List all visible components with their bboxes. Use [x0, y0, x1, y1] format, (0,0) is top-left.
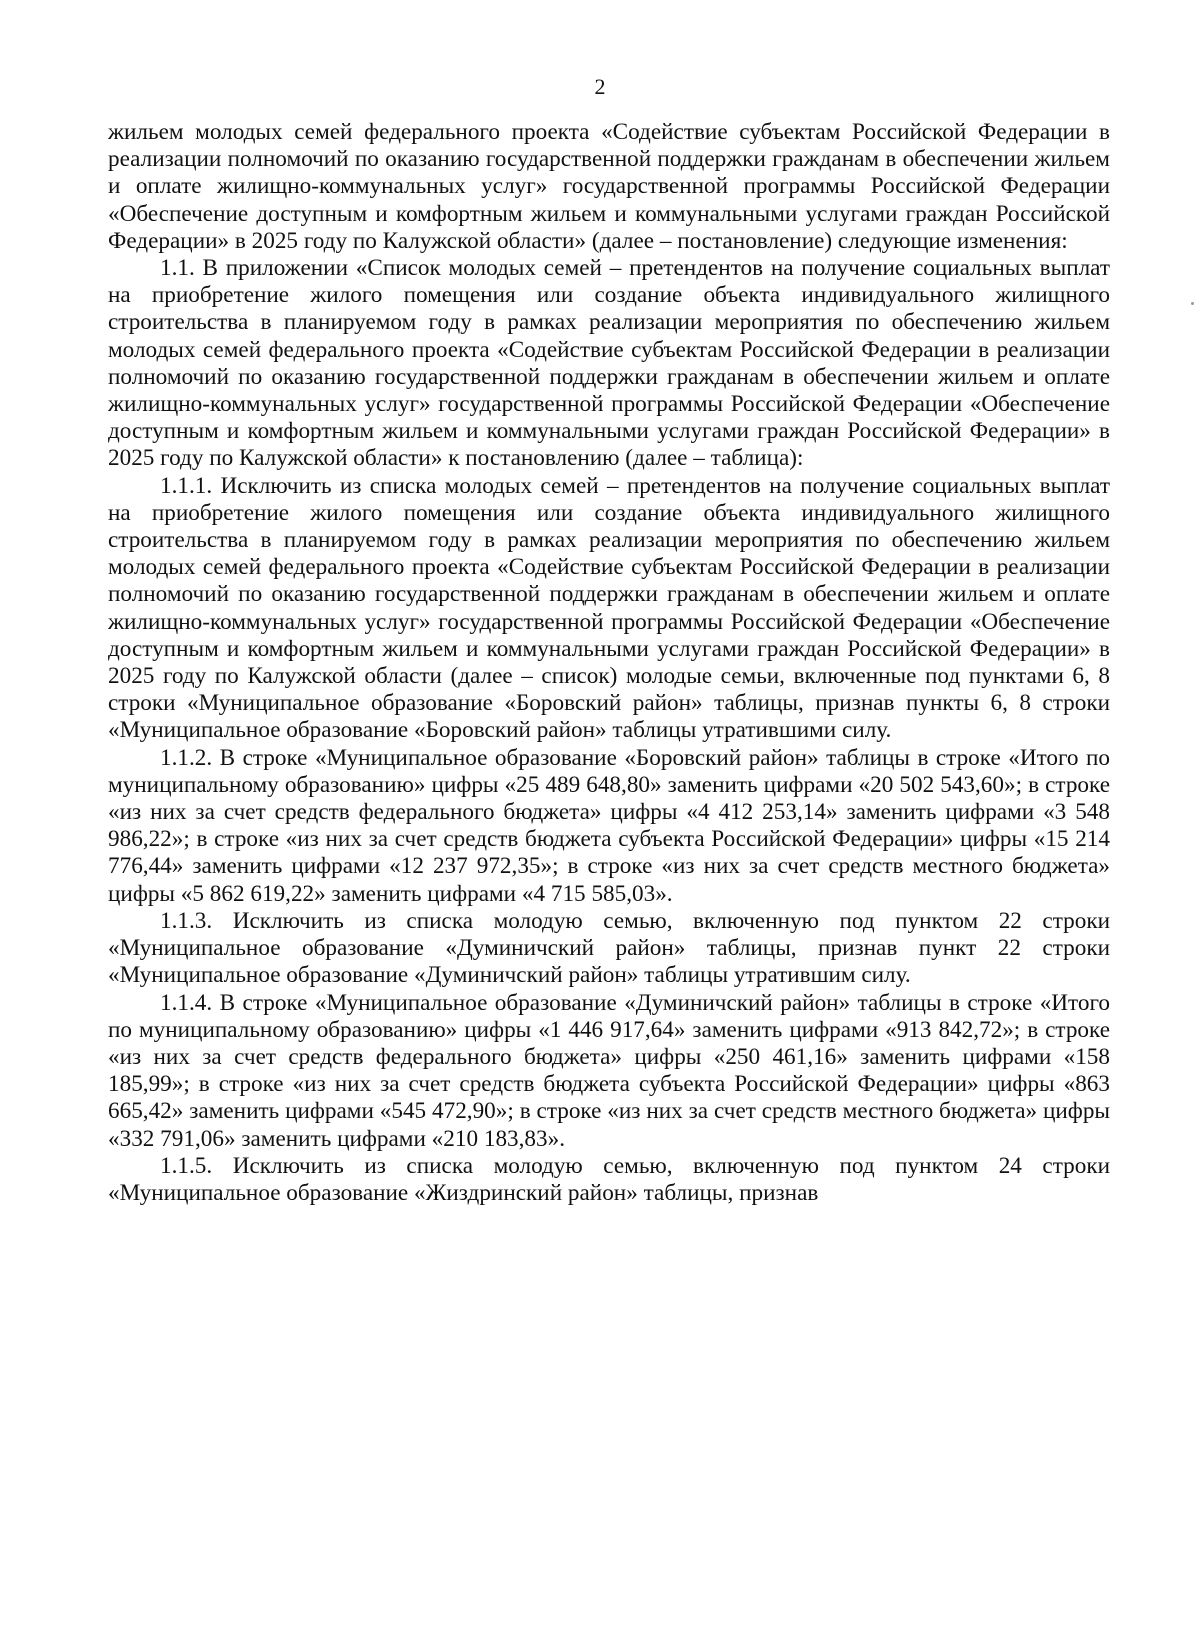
page-number: 2: [594, 74, 606, 99]
paragraph-intro-continuation: жильем молодых семей федерального проекта «Содействие субъектам Российской Федерации в реализации полномочий по оказанию государственной поддержки гражданам в обеспечении жильем и оплате жилищно-коммунальных услуг» государственной программы Российской Федерации «Обеспечение доступным и комфортным жильем и коммунальными услугами граждан Российской Федерации» в 2025 году по Калужской области» (далее – постановление) следующие изменения:: [108, 119, 1110, 254]
paragraph-1-1-5: 1.1.5. Исключить из списка молодую семью, включенную под пунктом 24 строки «Муниципальное образование «Жиздринский район» таблицы, признав: [108, 1152, 1110, 1206]
paragraph-1-1-4: 1.1.4. В строке «Муниципальное образование «Думиничский район» таблицы в строке «Итого по муниципальному образованию» цифры «1 446 917,64» заменить цифрами «913 842,72»; в строке «из них за счет средств федерального бюджета» цифры «250 461,16» заменить цифрами «158 185,99»; в строке «из них за счет средств бюджета субъекта Российской Федерации» цифры «863 665,42» заменить цифрами «545 472,90»; в строке «из них за счет средств местного бюджета» цифры «332 791,06» заменить цифрами «210 183,83».: [108, 989, 1110, 1152]
document-body: [108, 119, 1110, 1207]
paragraph-1-1-1: 1.1.1. Исключить из списка молодых семей – претендентов на получение социальных выплат на приобретение жилого помещения или создание объекта индивидуального жилищного строительства в планируемом году в рамках реализации мероприятия по обеспечению жильем молодых семей федерального проекта «Содействие субъектам Российской Федерации в реализации полномочий по оказанию государственной поддержки гражданам в обеспечении жильем и оплате жилищно-коммунальных услуг» государственной программы Российской Федерации «Обеспечение доступным и комфортным жильем и коммунальными услугами граждан Российской Федерации» в 2025 году по Калужской области (далее – список) молодые семьи, включенные под пунктами 6, 8 строки «Муниципальное образование «Боровский район» таблицы, признав пункты 6, 8 строки «Муниципальное образование «Боровский район» таблицы утратившими силу.: [108, 472, 1110, 744]
scan-speck: [1191, 302, 1194, 305]
paragraph-1-1-2: 1.1.2. В строке «Муниципальное образование «Боровский район» таблицы в строке «Итого по муниципальному образованию» цифры «25 489 648,80» заменить цифрами «20 502 543,60»; в строке «из них за счет средств федерального бюджета» цифры «4 412 253,14» заменить цифрами «3 548 986,22»; в строке «из них за счет средств бюджета субъекта Российской Федерации» цифры «15 214 776,44» заменить цифрами «12 237 972,35»; в строке «из них за счет средств местного бюджета» цифры «5 862 619,22» заменить цифрами «4 715 585,03».: [108, 744, 1110, 907]
paragraph-1-1: 1.1. В приложении «Список молодых семей – претендентов на получение социальных выплат на приобретение жилого помещения или создание объекта индивидуального жилищного строительства в планируемом году в рамках реализации мероприятия по обеспечению жильем молодых семей федерального проекта «Содействие субъектам Российской Федерации в реализации полномочий по оказанию государственной поддержки гражданам в обеспечении жильем и оплате жилищно-коммунальных услуг» государственной программы Российской Федерации «Обеспечение доступным и комфортным жильем и коммунальными услугами граждан Российской Федерации» в 2025 году по Калужской области» к постановлению (далее – таблица):: [108, 255, 1110, 472]
paragraph-1-1-3: 1.1.3. Исключить из списка молодую семью, включенную под пунктом 22 строки «Муниципальное образование «Думиничский район» таблицы, признав пункт 22 строки «Муниципальное образование «Думиничский район» таблицы утратившим силу.: [108, 907, 1110, 989]
